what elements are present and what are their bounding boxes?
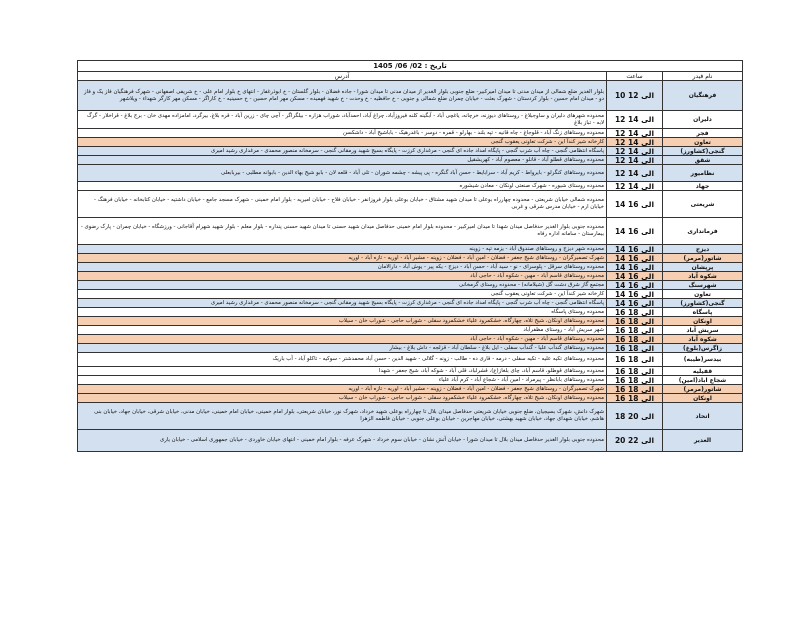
column-header-time: ساعت [607,72,663,81]
outage-time: 16 الی 18 [607,353,663,367]
outage-time: 20 الی 22 [607,430,663,452]
outage-time: 16 الی 18 [607,385,663,394]
table-row [78,344,743,353]
feeder-name: فرمانداری [663,218,743,245]
feeder-name: شاتور(مرمر) [663,254,743,263]
feeder-name: دیزج [663,245,743,254]
outage-address: محدوده روستاهای کنگرلو - بایرواط - کریم آباد - سرابایط - حسن آباد گنگره - پی پیشه - چشمه شوران - تلی آباد - قلعه لان - بابو شیخ بهاء الدین - بابوانه مطلبی - بیربابعلی [78,165,607,182]
table-row [78,281,743,290]
feeder-name: گنجی(کشاورز) [663,299,743,308]
table-row [78,317,743,326]
outage-time: 12 الی 14 [607,147,663,156]
outage-time: 12 الی 14 [607,165,663,182]
feeder-name: اونکان [663,317,743,326]
feeder-name: شریعتی [663,191,743,218]
table-row [78,353,743,367]
table-row [78,326,743,335]
outage-time: 14 الی 16 [607,254,663,263]
feeder-name: بیدسر(طیبه) [663,353,743,367]
feeder-name: شکوه آباد [663,272,743,281]
outage-time: 16 الی 18 [607,317,663,326]
table-row [78,129,743,138]
table-row [78,394,743,403]
outage-address: پاسگاه انتظامی گنجی - چاه آب شرب گنجی - پایگاه امداد جاده ای گنجی - مرغداری کرزت - پایگاه بسیج شهید ورمقانی گنجی - سرمخانه منصور محمدی - مرغداری رشید امیری [78,147,607,156]
outage-time: 16 الی 18 [607,335,663,344]
feeder-name: شکوه آباد [663,335,743,344]
outage-address: محدوده روستاهای قوطلو، قاسم آباد، چای بلغاز(ع)، قشرلباد، قلی آباد - شوکه آباد، شیخ جعفر - شهدا [78,367,607,376]
table-row [78,191,743,218]
table-row [78,430,743,452]
table-row [78,367,743,376]
outage-time: 16 الی 18 [607,326,663,335]
column-header-feeder: نام فیدر [663,72,743,81]
outage-time: 16 الی 18 [607,376,663,385]
outage-address: محدوده شمالی خیابان شریعتی - محدوده چهارراه بوعلی تا میدان شهید مشتاق - خیابان بوعلی بلوار فروزانفر - خیابان فلاح - خیابان امیریه - بلوار امام خمینی - شهرک مسجد جامع - خیابان داشتیه - خیابان کتابخانه - خیابان فرهنگ - خیابان ارم - خیابان مدرس شرقی و غربی [78,191,607,218]
table-row [78,81,743,111]
outage-time: 14 الی 16 [607,263,663,272]
feeder-name: فجر [663,129,743,138]
table-row [78,385,743,394]
table-row [78,299,743,308]
outage-time: 16 الی 18 [607,394,663,403]
schedule-date: تاریخ : 02/ 06/ 1405 [78,61,743,72]
feeder-name: نظامیور [663,165,743,182]
table-row [78,254,743,263]
table-row [78,111,743,129]
feeder-name: سریش آباد [663,326,743,335]
outage-time: 12 الی 14 [607,138,663,147]
outage-time: 14 الی 16 [607,245,663,254]
outage-time: 12 الی 14 [607,111,663,129]
outage-address: پاسگاه انتظامی گنجی - چاه آب شرب گنجی - پایگاه امداد جاده ای گنجی - مرغداری کرزت - پایگاه بسیج شهید ورمقانی گنجی - سرمخانه منصور محمدی - مرغداری رشید امیری [78,299,607,308]
schedule-table [77,60,743,452]
feeder-name: تعاون [663,290,743,299]
outage-time: 16 الی 18 [607,308,663,317]
feeder-name: تعاون [663,138,743,147]
outage-schedule-sheet [77,60,742,452]
outage-address: محدوده روستاهای اونکان، شیخ تلاه، چهارگاه، خشکمرود علیاء خشکمرود سفلی - شوراب حاجی - شوراب خان - سیلاب [78,317,607,326]
outage-address: محدوده شهر دیزج و روستاهای صندوق آباد - یزمه تپه - زوینه [78,245,607,254]
outage-address: شهرک تصمیرگران - روستاهای شیخ جعفر - فضلان - امین آباد - فضلان - زوینه - مشیر آباد - اوریه - تازه آباد - اوریه [78,254,607,263]
table-row [78,308,743,317]
table-row [78,403,743,430]
outage-address: محدوده جنوبی بلوار الغدیر حدفاصل میدان بلال تا میدان شورا - خیابان آتش نشان - خیابان سوم خرداد - شهرک عرفه - بلوار امام خمینی - انتهای خیابان خاوردی - خیابان جمهوری اسلامی - خیابان یاری [78,430,607,452]
feeder-name: جهاد [663,182,743,191]
table-row [78,147,743,156]
table-row [78,156,743,165]
feeder-name: شجاع اباد(امین) [663,376,743,385]
outage-time: 10 الی 12 [607,81,663,111]
feeder-name: زاگرس(بلوغ) [663,344,743,353]
outage-time: 12 الی 14 [607,182,663,191]
outage-address: کارخانه شیر کندآ این - شرکت تعاونی یعقوب گنجی [78,290,607,299]
table-row [78,218,743,245]
outage-address: شهر سریش آباد - روستای مظفرآباد [78,326,607,335]
feeder-name: دلیران [663,111,743,129]
outage-address: شهرک دانش، شهرک بسیجیان، ضلع جنوبی خیابان شریعتی حدفاصل میدان بلال تا چهارراه بوعلی شهید خرداد، شهرک نور، خیابان شریعتی، بلوار امام خمینی، خیابان امام خمینی، خیابان مدنی، خیابان شرقی، خیابان جهاد، خیابان بنی هاشم، خیابان شهدای جهاد، خیابان شهید بهشتی، خیابان مهاجرین - خیابان بوعلی جنوبی - خیابان فاطمه الزهرا [78,403,607,430]
table-row [78,376,743,385]
outage-address: محدوده روستاهای قطلو آباد - قانلو - معصوم آباد - کهریشقیل [78,156,607,165]
outage-address: محدوده شهرهای دلیران و ساوجبلاغ - روستاهای دیوزنه، خرچانه، یاغچی آباد - آبگینه کلنه فیروزآباد، چراغ آباد، احمدآباد، شوراب هزاره - بیلگراگر - آچی چای - زرین آباد - قره بلاغ، بیرگرد، امامزاده مهدی خان - برج بلاغ - قراخلار - گرگ لابه - تباز بلاغ [78,111,607,129]
outage-time: 14 الی 16 [607,272,663,281]
outage-time: 14 الی 16 [607,299,663,308]
outage-address: شهرک تصمیرگران - روستاهای شیخ جعفر - فضلان - امین آباد - فضلان - زوینه - مشیر آباد - اوریه - تازه آباد - اوریه [78,385,607,394]
feeder-name: پاسگاه [663,308,743,317]
feeder-name: الغدیر [663,430,743,452]
table-row [78,272,743,281]
outage-address: محدوده روستاهای سرقل - پلوسرای - نو - سید آباد - حسن آباد - دیزج - یکه پیر - یوش آباد - دارالامان [78,263,607,272]
outage-time: 14 الی 16 [607,281,663,290]
outage-time: 14 الی 16 [607,290,663,299]
table-row [78,138,743,147]
outage-time: 14 الی 16 [607,218,663,245]
table-row [78,335,743,344]
outage-address: محدوده جنوبی بلوار الغدیر حدفاصل میدان شهدا تا میدان امیرکبیر - محدوده بلوار امام خمینی حدفاصل میدان شهید حسنی تا میدان شهید حسنی پنداره - بلوار معلم - بلوار شهید شهرام آقاجانی - ورزشگاه - خیابان چمران - پارک رضوی - بیمارستان - سامانه اداره رفاه [78,218,607,245]
outage-time: 12 الی 14 [607,156,663,165]
feeder-name: قفیلیه [663,367,743,376]
outage-address: محدوده روستاهای تکیه علیه - تکیه سفلی - درمه - قاری ده - طالب - زونه - گلالی - شهید الدین - حسن آباد محمدشتر - سوکیه - تاکلو آباد - آب باریک [78,353,607,367]
table-row [78,245,743,254]
feeder-name: فرهنگیان [663,81,743,111]
outage-time: 16 الی 18 [607,367,663,376]
outage-address: کارخانه شیر کندآ این - شرکت تعاونی یعقوب گنجی [78,138,607,147]
outage-address: محدوده روستای شیوره - شهرک صنعتی اونکان - معادن شیشوره [78,182,607,191]
feeder-name: شقق [663,156,743,165]
feeder-name: گنجی(کشاورز) [663,147,743,156]
table-row [78,182,743,191]
outage-time: 18 الی 20 [607,403,663,430]
table-row [78,263,743,272]
column-header-address: آدرس [78,72,607,81]
outage-address: محدوده روستاهای زنگ آباد - قلوجاغ - چاه قانیه - تپه بلند - بهارلو - قمره - دوسر - باغدرهیک - باباشیخ آباد - داشکسن [78,129,607,138]
feeder-name: شاتور(مرمر) [663,385,743,394]
feeder-name: اونکان [663,394,743,403]
outage-address: محدوده روستاهای قاسم آباد - مهین - شکوه آباد - حاجی آباد [78,335,607,344]
feeder-name: اتحاد [663,403,743,430]
outage-address: محدوده روستاهای گندآب علیا - گندآب سفلی - ایل بلاغ - سلطان آباد - قزلجه - داش بلاغ - بیشار [78,344,607,353]
outage-address: محدوده روستای پاسگاه [78,308,607,317]
outage-address: بلوار الغدیر ضلع شمالی از میدان مدنی تا میدان امیرکبیر- ضلع جنوبی بلوار الغدیر از میدان مدنی تا میدان شورا - جاده فضلان - بلوار گلستان - خ ابوذرغفار - انتهای خ بلوار امام علی - خ شریفی اصفهانی - شهرک فرهنگیان فاز یک و فاز دو - میدان امام حسین - بلوار کردستان - شهرک بعثت - خیابان چمران ضلع شمالی و جنوبی - خ حافظیه - خ وحدت - خ شهید فهمیده - مسکن مهر امام حسین - خ حسینیه - خ کاراگر - مسکن مهر کارگر شهداء - ویلاشهر [78,81,607,111]
outage-address: محدوده روستاهای بابانظر - پیرمراد - امین آباد - شجاع آباد - کرم آباد علیاء [78,376,607,385]
table-row [78,165,743,182]
outage-time: 16 الی 18 [607,344,663,353]
outage-time: 12 الی 14 [607,129,663,138]
feeder-name: شهرسنگ [663,281,743,290]
outage-address: مجتمع گاز شرق دشت گل (شیلامانه) - محدوده روستای گرمخانی [78,281,607,290]
outage-time: 14 الی 16 [607,191,663,218]
outage-address: محدوده روستاهای اونکان، شیخ تلاه، چهارگاه، خشکمرود علیاء خشکمرود سفلی - شوراب حاجی - شوراب خان - سیلاب [78,394,607,403]
feeder-name: پرپشان [663,263,743,272]
table-row [78,290,743,299]
outage-address: محدوده روستاهای قاسم آباد - مهین - شکوه آباد - حاجی آباد [78,272,607,281]
